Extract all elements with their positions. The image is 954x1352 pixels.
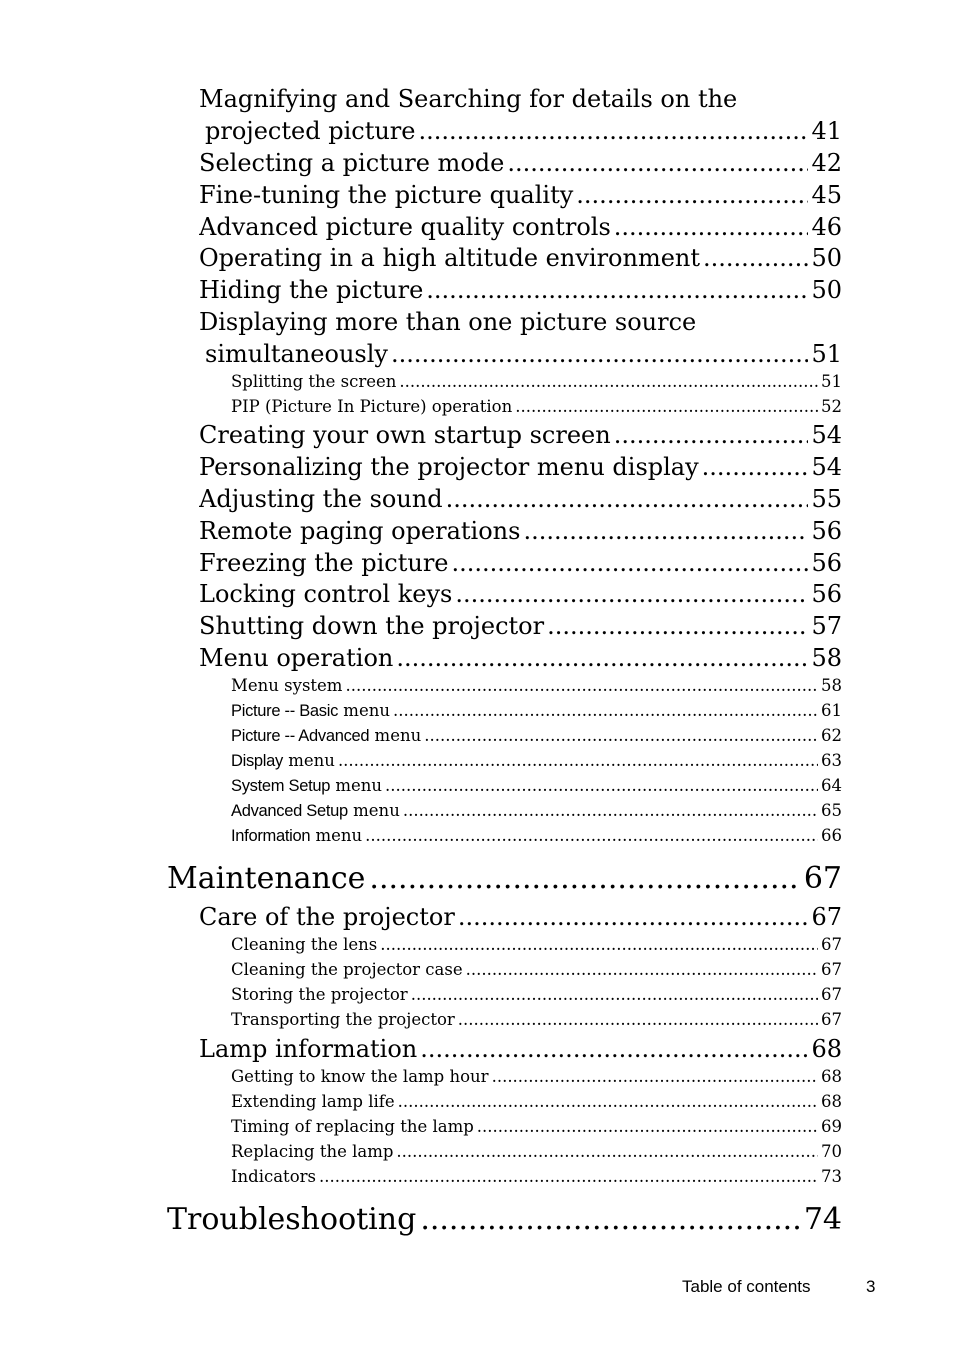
dot-leader [345, 675, 818, 697]
toc-page-number: 42 [811, 149, 842, 177]
toc-entry [231, 959, 842, 981]
toc-entry-title: Operating in a high altitude environment [199, 244, 701, 272]
toc-entry-title: Troubleshooting [167, 1202, 417, 1237]
dot-leader [477, 1116, 818, 1138]
toc-entry [231, 1009, 842, 1031]
toc-entry-title: Splitting the screen [231, 372, 397, 391]
toc-page-number: 69 [821, 1117, 842, 1136]
menu-name: System Setup [231, 777, 331, 795]
toc-entry [199, 243, 842, 273]
toc-entry [231, 371, 842, 393]
toc-page-number: 67 [803, 861, 842, 896]
toc-entry [231, 1116, 842, 1138]
toc-entry [199, 84, 842, 114]
dot-leader [393, 700, 818, 722]
toc-entry-title: Transporting the projector [231, 1010, 455, 1029]
toc-page-number: 61 [821, 701, 842, 720]
dot-leader [396, 643, 808, 673]
dot-leader [418, 116, 808, 146]
toc-page-number: 67 [811, 903, 842, 931]
toc-entry [231, 984, 842, 1006]
toc-entry-suffix: menu [310, 826, 363, 845]
dot-leader [702, 452, 809, 482]
toc-page-number: 55 [811, 485, 842, 513]
dot-leader [338, 750, 818, 772]
dot-leader [411, 984, 818, 1006]
toc-page-number: 70 [821, 1142, 842, 1161]
toc-entry [199, 1034, 842, 1064]
menu-name: Advanced Setup [231, 802, 348, 820]
toc-page-number: 51 [811, 340, 842, 368]
toc-page-number: 68 [811, 1035, 842, 1063]
toc-page-number: 56 [811, 517, 842, 545]
dot-leader [576, 180, 808, 210]
menu-name: Display [231, 752, 284, 770]
toc-page-number: 67 [821, 1010, 842, 1029]
dot-leader [403, 800, 818, 822]
toc-entry-title: Personalizing the projector menu display [199, 453, 699, 481]
toc-entry-title: Cleaning the lens [231, 935, 378, 954]
toc-entry-title: Indicators [231, 1167, 316, 1186]
toc-entry [199, 902, 842, 932]
toc-entry [199, 611, 842, 641]
toc-entry-suffix: menu [283, 751, 335, 770]
toc-entry [199, 643, 842, 673]
toc-page-number: 67 [821, 985, 842, 1004]
toc-page-number: 54 [811, 453, 842, 481]
dot-leader [452, 548, 809, 578]
toc-entry [199, 180, 842, 210]
toc-page-number: 50 [811, 244, 842, 272]
toc-entry [231, 825, 842, 847]
toc-entry [231, 1166, 842, 1188]
dot-leader [426, 275, 808, 305]
dot-leader [380, 934, 818, 956]
toc-page-number: 62 [821, 726, 842, 745]
toc-entry [231, 934, 842, 956]
toc-page-number: 73 [821, 1167, 842, 1186]
toc-entry [205, 116, 842, 146]
toc-page-number: 52 [821, 397, 842, 416]
toc-page-number: 54 [811, 421, 842, 449]
toc-page-number: 50 [811, 276, 842, 304]
toc-entry-suffix: menu [369, 726, 422, 745]
dot-leader [547, 611, 808, 641]
toc-entry-title: Menu operation [199, 644, 394, 672]
toc-page-number: 56 [811, 580, 842, 608]
dot-leader [614, 212, 809, 242]
toc-entry [199, 307, 842, 337]
toc-entry [167, 1201, 842, 1239]
toc-entry-title [231, 725, 421, 747]
dot-leader [458, 902, 809, 932]
toc-entry-title: Creating your own startup screen [199, 421, 611, 449]
footer-section-title: Table of contents [682, 1277, 811, 1296]
dot-leader [446, 484, 809, 514]
dot-leader [614, 420, 809, 450]
toc-page-number: 67 [821, 960, 842, 979]
toc-entry-title: Hiding the picture [199, 276, 424, 304]
toc-entry-title [231, 750, 335, 772]
dot-leader [420, 1201, 800, 1239]
toc-page-number: 65 [821, 801, 842, 820]
dot-leader [399, 371, 818, 393]
toc-entry-title: Freezing the picture [199, 549, 449, 577]
dot-leader [369, 860, 799, 898]
toc-entry-title: Shutting down the projector [199, 612, 545, 640]
toc-entry-title: Advanced picture quality controls [199, 213, 611, 241]
toc-entry [199, 516, 842, 546]
toc-entry-title: PIP (Picture In Picture) operation [231, 397, 513, 416]
dot-leader [703, 243, 808, 273]
toc-page-number: 63 [821, 751, 842, 770]
toc-entry-title: Menu system [231, 676, 343, 695]
toc-entry [167, 860, 842, 898]
toc-entry-title: Getting to know the lamp hour [231, 1067, 489, 1086]
toc-entry-title: Replacing the lamp [231, 1142, 394, 1161]
dot-leader [424, 725, 818, 747]
toc-entry [199, 484, 842, 514]
toc-entry-title: Locking control keys [199, 580, 453, 608]
toc-entry-suffix: menu [347, 801, 400, 820]
toc-page-number: 68 [821, 1092, 842, 1111]
toc-entry [199, 148, 842, 178]
menu-name: Picture -- Basic [231, 702, 339, 720]
toc-entry-title: Extending lamp life [231, 1092, 395, 1111]
dot-leader [391, 339, 809, 369]
dot-leader [420, 1034, 808, 1064]
menu-name: Information [231, 827, 311, 845]
toc-entry [231, 675, 842, 697]
toc-entry [231, 750, 842, 772]
toc-entry-title: Maintenance [167, 861, 366, 896]
toc-entry [231, 700, 842, 722]
dot-leader [455, 579, 808, 609]
dot-leader [507, 148, 808, 178]
dot-leader [466, 959, 818, 981]
dot-leader [365, 825, 818, 847]
toc-entry [199, 579, 842, 609]
toc-page-number: 58 [821, 676, 842, 695]
toc-entry [231, 1141, 842, 1163]
toc-entry [199, 420, 842, 450]
menu-name: Picture -- Advanced [231, 727, 370, 745]
toc-entry [231, 800, 842, 822]
toc-page-number: 57 [811, 612, 842, 640]
toc-entry [199, 212, 842, 242]
dot-leader [396, 1141, 818, 1163]
toc-entry-title: Cleaning the projector case [231, 960, 463, 979]
footer-page-number: 3 [866, 1277, 876, 1296]
toc-entry [199, 275, 842, 305]
toc-entry-suffix: menu [338, 701, 390, 720]
toc-page-number: 67 [821, 935, 842, 954]
toc-entry-title: Selecting a picture mode [199, 149, 505, 177]
toc-entry-title: Magnifying and Searching for details on the [199, 85, 738, 113]
toc-entry-title [231, 700, 390, 722]
toc-entry-title: Displaying more than one picture source [199, 308, 697, 336]
toc-entry [199, 452, 842, 482]
dot-leader [385, 775, 818, 797]
toc-entry [231, 1066, 842, 1088]
toc-page-number: 45 [811, 181, 842, 209]
toc-entry-title: simultaneously [205, 340, 388, 368]
toc-entry-title: Fine-tuning the picture quality [199, 181, 574, 209]
toc-entry [231, 775, 842, 797]
toc-entry-title: Lamp information [199, 1035, 418, 1063]
toc-entry [231, 1091, 842, 1113]
toc-page-number: 51 [821, 372, 842, 391]
toc-entry [199, 548, 842, 578]
toc-entry-title: Adjusting the sound [199, 485, 443, 513]
toc-page-number: 46 [811, 213, 842, 241]
dot-leader [398, 1091, 818, 1113]
toc-entry [231, 396, 842, 418]
toc-entry-suffix: menu [330, 776, 383, 795]
toc-entry-title [231, 825, 362, 847]
toc-entry-title [231, 800, 400, 822]
toc-entry-title [231, 775, 382, 797]
dot-leader [492, 1066, 818, 1088]
toc-entry-title: Care of the projector [199, 903, 455, 931]
toc-entry-title: projected picture [205, 117, 416, 145]
toc-page-number: 56 [811, 549, 842, 577]
toc-page-number: 58 [811, 644, 842, 672]
dot-leader [458, 1009, 818, 1031]
toc-entry [231, 725, 842, 747]
toc-page-number: 64 [821, 776, 842, 795]
dot-leader [319, 1166, 818, 1188]
toc-entry [205, 339, 842, 369]
dot-leader [515, 396, 818, 418]
toc-page-number: 74 [803, 1202, 842, 1237]
toc-page-number: 41 [811, 117, 842, 145]
toc-entry-title: Timing of replacing the lamp [231, 1117, 474, 1136]
toc-page-number: 66 [821, 826, 842, 845]
toc-entry-title: Remote paging operations [199, 517, 521, 545]
dot-leader [523, 516, 808, 546]
toc-entry-title: Storing the projector [231, 985, 408, 1004]
toc-page-number: 68 [821, 1067, 842, 1086]
